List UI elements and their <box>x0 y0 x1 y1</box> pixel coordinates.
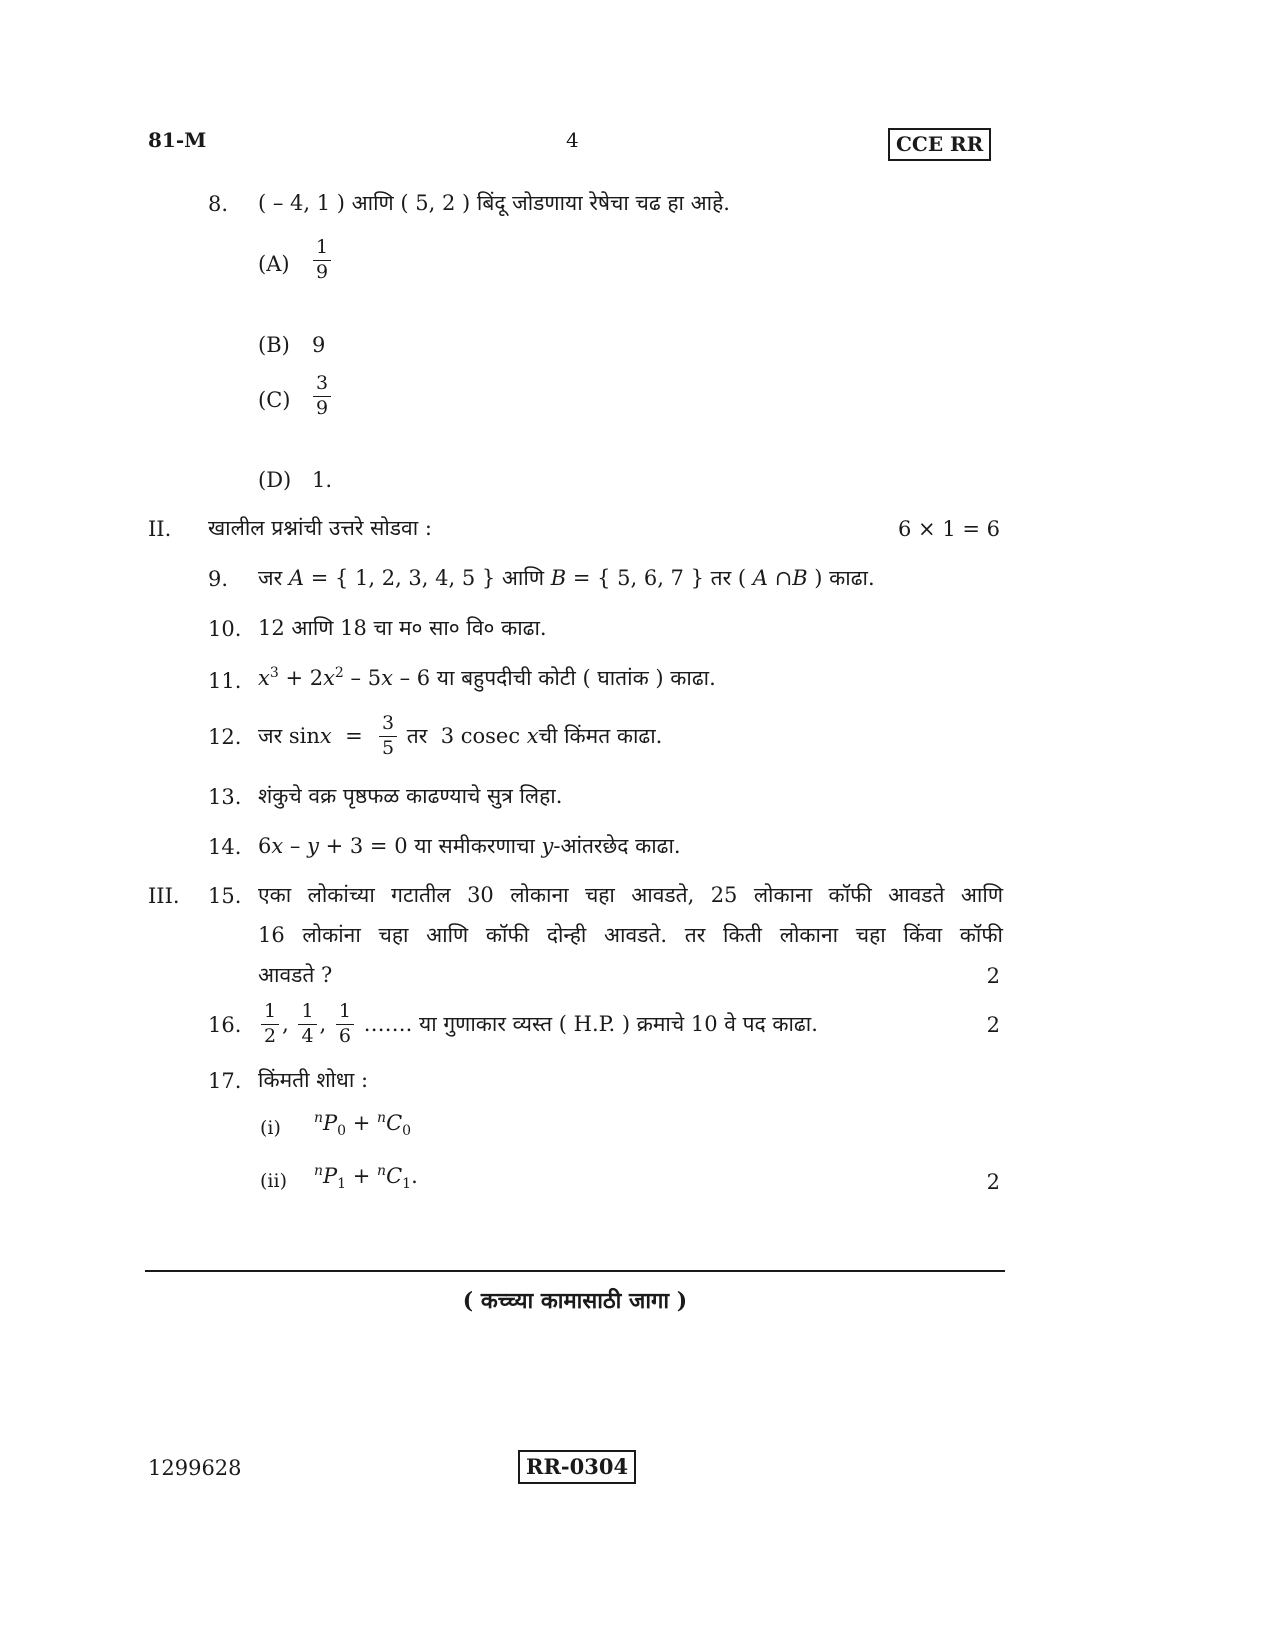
superscript-n: n <box>314 1163 324 1179</box>
intersection-symbol: ∩ <box>767 566 793 590</box>
question-text <box>258 564 875 592</box>
text-part: + 3 = 0 या समीकरणाचा <box>318 834 542 858</box>
option-b-label: (B) <box>258 333 290 357</box>
question-number: 17. <box>208 1069 242 1093</box>
section-number: III. <box>148 884 180 908</box>
text-part: जर sin <box>258 724 320 748</box>
text-part: -आंतरछेद काढा. <box>553 834 681 858</box>
text-part: – <box>283 834 308 858</box>
text-part: ची किंमत काढा. <box>538 724 663 748</box>
question-text <box>258 664 716 692</box>
paper-code-badge: RR-0304 <box>518 1450 636 1484</box>
sub-question-expression <box>314 1163 418 1192</box>
option-b-value: 9 <box>312 333 326 357</box>
question-number: 11. <box>208 669 242 693</box>
text-part: = { 5, 6, 7 } तर ( <box>566 566 753 590</box>
subscript: 1 <box>402 1176 412 1193</box>
exponent: 2 <box>334 665 344 681</box>
variable-x: x <box>258 666 270 690</box>
set-a: A <box>288 566 305 590</box>
option-c-label: (C) <box>258 388 291 412</box>
text-part: तर 3 cosec <box>400 724 527 748</box>
question-text <box>258 994 818 1054</box>
question-marks: 2 <box>986 1013 1000 1037</box>
superscript-n: n <box>377 1110 387 1126</box>
denominator: 6 <box>338 1024 351 1047</box>
combination-symbol: C <box>386 1111 403 1135</box>
option-a-value <box>310 238 334 283</box>
variable-x: x <box>271 834 284 858</box>
numerator: 3 <box>379 714 397 737</box>
question-number: 13. <box>208 785 242 809</box>
question-text-line: आवडते ? <box>258 963 333 987</box>
text-part: ) काढा. <box>807 566 875 590</box>
denominator: 4 <box>301 1024 314 1047</box>
serial-number: 1299628 <box>148 1456 242 1480</box>
comma: , <box>282 1012 296 1036</box>
permutation-symbol: P <box>323 1164 338 1188</box>
text-part: 6 <box>258 834 272 858</box>
variable-x: x <box>323 666 335 690</box>
numerator: 1 <box>336 1002 354 1025</box>
superscript-n: n <box>377 1163 387 1179</box>
denominator: 9 <box>316 396 329 419</box>
question-number: 12. <box>208 725 242 749</box>
subscript: 0 <box>402 1123 412 1140</box>
section-marks: 6 × 1 = 6 <box>898 517 1000 541</box>
variable-x: x <box>319 724 332 748</box>
plus-sign: + <box>346 1164 378 1188</box>
denominator: 9 <box>316 260 329 283</box>
subscript: 0 <box>337 1123 347 1140</box>
question-text: 12 आणि 18 चा म० सा० वि० काढा. <box>258 616 547 640</box>
option-d-label: (D) <box>258 468 292 492</box>
variable-y: y <box>541 834 554 858</box>
numerator: 1 <box>313 238 331 261</box>
page-number: 4 <box>566 128 579 152</box>
text-part: जर <box>258 566 289 590</box>
numerator: 3 <box>313 374 331 397</box>
option-d-value: 1. <box>312 468 333 492</box>
numerator: 1 <box>298 1002 316 1025</box>
question-number: 8. <box>208 192 229 216</box>
text-part: ……. या गुणाकार व्यस्त ( H.P. ) क्रमाचे 10 वे पद काढा. <box>357 1012 818 1036</box>
question-text: किंमती शोधा : <box>258 1068 369 1092</box>
question-number: 16. <box>208 1013 242 1037</box>
combination-symbol: C <box>386 1164 403 1188</box>
variable-y: y <box>307 834 319 858</box>
permutation-symbol: P <box>323 1111 338 1135</box>
text-part: – 5 <box>343 666 382 690</box>
sub-question-expression <box>314 1110 411 1139</box>
divider-line <box>145 1270 1005 1272</box>
question-text <box>258 706 662 766</box>
question-text: ( – 4, 1 ) आणि ( 5, 2 ) बिंदू जोडणाया रेषेचा चढ हा आहे. <box>258 191 730 215</box>
option-c-value <box>310 374 334 419</box>
question-marks: 2 <box>986 964 1000 988</box>
sub-question-label: (i) <box>260 1117 281 1139</box>
text-part: = { 1, 2, 3, 4, 5 } आणि <box>304 566 551 590</box>
subscript: 1 <box>337 1176 347 1193</box>
stream-badge: CCE RR <box>888 128 991 161</box>
question-text: शंकुचे वक्र पृष्ठफळ काढण्याचे सुत्र लिहा. <box>258 784 563 808</box>
set-b: B <box>550 566 567 590</box>
text-part: = <box>331 724 377 748</box>
text-part: + 2 <box>278 666 324 690</box>
question-marks: 2 <box>986 1170 1000 1194</box>
numerator: 1 <box>261 1002 279 1025</box>
sub-question-label: (ii) <box>260 1170 287 1192</box>
section-number: II. <box>148 517 172 541</box>
question-text <box>258 832 681 860</box>
question-text-line: एका लोकांच्या गटातील 30 लोकाना चहा आवडते, 25 लोकाना कॉफी आवडते आणि <box>258 883 1003 907</box>
paper-code-label: 81-M <box>148 128 207 152</box>
superscript-n: n <box>314 1110 324 1126</box>
comma: , <box>319 1012 333 1036</box>
set-b: B <box>792 566 808 590</box>
denominator: 2 <box>264 1024 277 1047</box>
exponent: 3 <box>269 665 279 681</box>
question-number: 14. <box>208 835 242 859</box>
question-number: 9. <box>208 567 229 591</box>
text-part: – 6 या बहुपदीची कोटी ( घातांक ) काढा. <box>392 666 716 690</box>
question-number: 10. <box>208 617 242 641</box>
variable-x: x <box>381 666 393 690</box>
plus-sign: + <box>346 1111 378 1135</box>
set-a: A <box>752 566 768 590</box>
option-a-label: (A) <box>258 252 290 276</box>
period: . <box>411 1164 418 1188</box>
variable-x: x <box>526 724 539 748</box>
rough-work-label: ( कच्च्या कामासाठी जागा ) <box>462 1288 688 1314</box>
section-instruction: खालील प्रश्नांची उत्तरे सोडवा : <box>208 516 432 540</box>
question-number: 15. <box>208 884 242 908</box>
question-text-line: 16 लोकांना चहा आणि कॉफी दोन्ही आवडते. तर किती लोकाना चहा किंवा कॉफी <box>258 923 1003 947</box>
denominator: 5 <box>382 736 395 759</box>
